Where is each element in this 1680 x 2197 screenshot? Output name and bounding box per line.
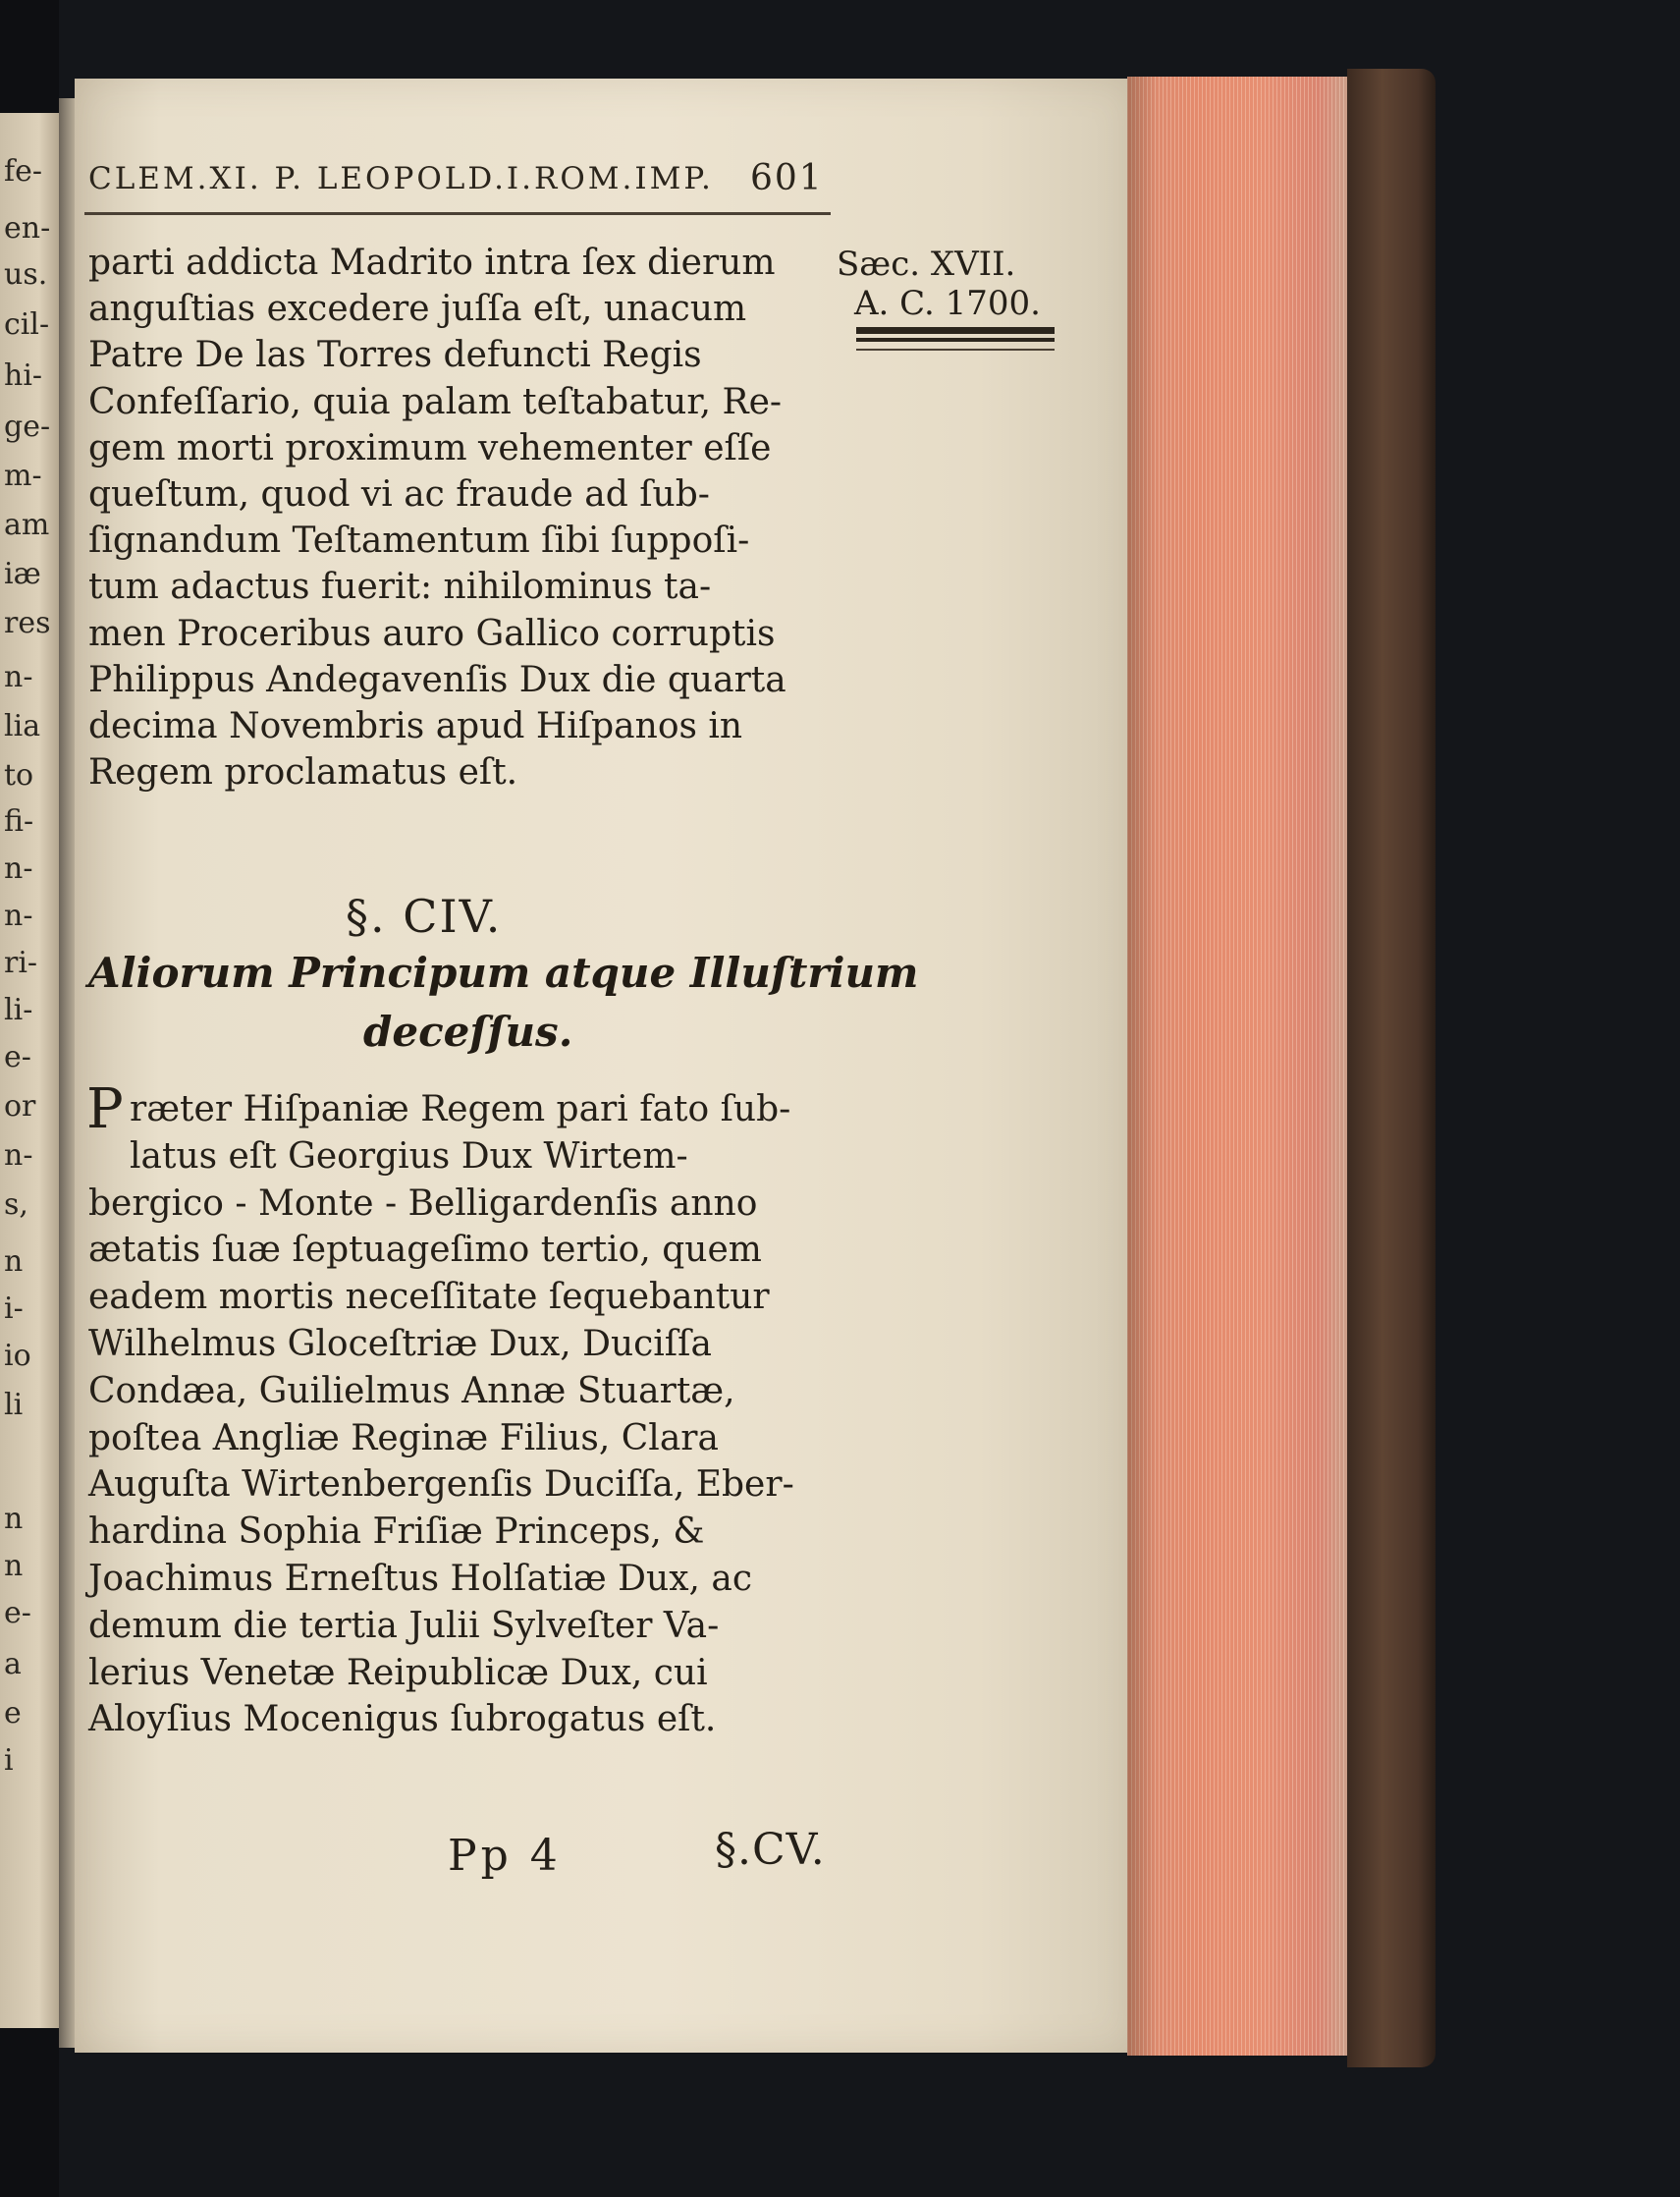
text-line: hardina Sophia Friſiæ Princeps, & <box>88 1511 705 1553</box>
text-line: ræter Hiſpaniæ Regem pari fato ſub- <box>130 1089 791 1129</box>
section-subtitle-line: deceſſus. <box>363 1008 573 1056</box>
text-line: eadem mortis neceſſitate ſequebantur <box>88 1277 770 1318</box>
facing-page-fragment: en- <box>4 211 51 246</box>
facing-page-fragment: n <box>4 1244 24 1279</box>
text-line: Auguſta Wirtenbergenſis Duciſſa, Eber- <box>88 1464 794 1506</box>
facing-page-fragment: li- <box>4 993 33 1027</box>
facing-page-fragment: n- <box>4 851 33 886</box>
facing-page-fragment: fe- <box>4 154 42 189</box>
page-number: 601 <box>750 158 824 198</box>
facing-page-fragment: iæ <box>4 557 41 591</box>
facing-page-fragment: io <box>4 1339 31 1373</box>
fore-edge-shadow <box>1127 77 1157 2056</box>
facing-page-fragment: or <box>4 1089 36 1124</box>
text-line: parti addicta Madrito intra ſex dierum <box>88 243 776 283</box>
text-line: Condæa, Guilielmus Annæ Stuartæ, <box>88 1370 735 1411</box>
facing-page-fragment: n- <box>4 899 33 933</box>
facing-page-fragment: am <box>4 508 50 542</box>
text-line: Wilhelmus Gloceſtriæ Dux, Duciſſa <box>88 1324 712 1364</box>
text-line: Confeſſario, quia palam teſtabatur, Re- <box>88 381 783 422</box>
facing-page-fragment: ri- <box>4 946 38 980</box>
facing-page-fragment: n <box>4 1549 24 1583</box>
text-line: anguſtias excedere juſſa eſt, unacum <box>88 289 747 330</box>
red-sprinkled-fore-edge <box>1127 77 1353 2056</box>
drop-cap: P <box>86 1077 124 1141</box>
text-line: latus eſt Georgius Dux Wirtem- <box>130 1135 688 1177</box>
facing-page-fragment: m- <box>4 459 42 493</box>
text-line: Philippus Andegavenſis Dux die quarta <box>88 659 786 700</box>
facing-page-fragment: a <box>4 1647 22 1681</box>
facing-page-fragment: s, <box>4 1187 28 1222</box>
facing-page-fragment: us. <box>4 257 48 292</box>
facing-page-fragment: e <box>4 1696 22 1730</box>
text-line: Aloyſius Mocenigus ſubrogatus eſt. <box>88 1699 717 1740</box>
facing-page-fragment: hi- <box>4 358 43 393</box>
running-head: CLEM.XI. P. LEOPOLD.I.ROM.IMP. <box>88 161 714 196</box>
facing-page-edge <box>0 113 65 2028</box>
text-line: Regem proclamatus eſt. <box>88 752 518 794</box>
text-line: decima Novembris apud Hiſpanos in <box>88 706 743 746</box>
text-line: Patre De las Torres defuncti Regis <box>88 335 702 376</box>
section-subtitle-line: Aliorum Principum atque Illuſtrium <box>88 949 919 997</box>
margin-rule <box>856 327 1055 334</box>
facing-page-fragment: i <box>4 1743 14 1778</box>
text-line: demum die tertia Julii Sylveſter Va- <box>88 1605 720 1646</box>
facing-page-fragment: i- <box>4 1291 24 1326</box>
text-line: ſignandum Teſtamentum ſibi ſuppoſi- <box>88 521 750 562</box>
catchword: §.CV. <box>715 1825 826 1875</box>
facing-page-fragment: n- <box>4 660 33 694</box>
facing-page-fragment: li <box>4 1388 24 1422</box>
text-line: bergico - Monte - Belligardenſis anno <box>88 1182 758 1224</box>
facing-page-fragment: lia <box>4 709 41 743</box>
margin-rule <box>856 338 1055 342</box>
text-line: tum adactus fuerit: nihilominus ta- <box>88 567 712 608</box>
text-line: gem morti proximum vehementer eſſe <box>88 427 772 468</box>
text-line: ætatis ſuæ ſeptuageſimo tertio, quem <box>88 1230 762 1271</box>
facing-page-fragment: res <box>4 606 51 640</box>
text-line: lerius Venetæ Reipublicæ Dux, cui <box>88 1652 708 1693</box>
facing-page-fragment: e- <box>4 1040 31 1074</box>
head-rule <box>84 212 831 215</box>
text-line: poſtea Angliæ Reginæ Filius, Clara <box>88 1417 719 1458</box>
section-heading: §. CIV. <box>346 890 503 943</box>
text-line: Joachimus Erneſtus Holſatiæ Dux, ac <box>88 1559 753 1599</box>
facing-page-fragment: cil- <box>4 307 50 342</box>
text-line: queſtum, quod vi ac fraude ad ſub- <box>88 474 710 515</box>
leather-back-cover <box>1347 69 1436 2067</box>
text-line: men Proceribus auro Gallico corruptis <box>88 613 776 654</box>
facing-page-fragment: e- <box>4 1596 31 1630</box>
margin-note-century: Sæc. XVII. <box>837 245 1016 284</box>
signature-mark: Pp 4 <box>448 1831 562 1881</box>
facing-page-fragment: n <box>4 1502 24 1536</box>
margin-rule <box>856 349 1055 351</box>
facing-page-fragment: n- <box>4 1138 33 1173</box>
facing-page-fragment: ge- <box>4 410 51 444</box>
margin-note-year: A. C. 1700. <box>854 284 1041 323</box>
facing-page-fragment: fi- <box>4 804 34 839</box>
facing-page-fragment: to <box>4 758 34 793</box>
